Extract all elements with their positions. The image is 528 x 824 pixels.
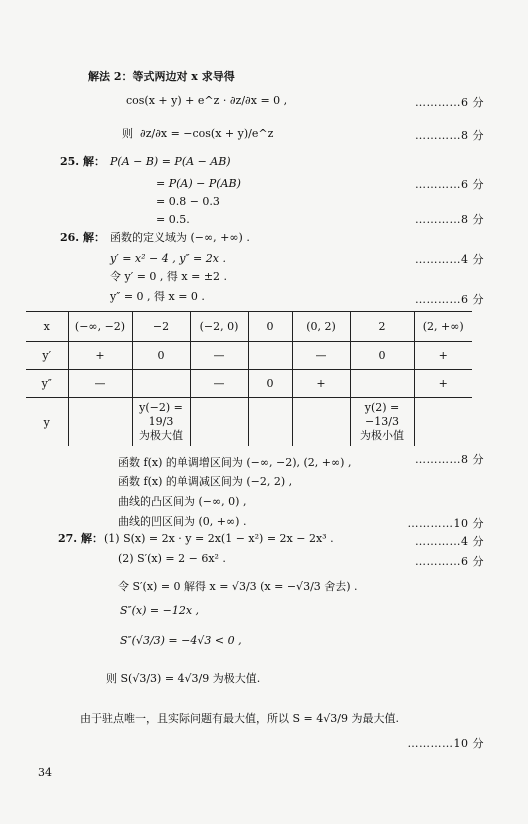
table-cell: x (26, 312, 68, 342)
conclusion-line: 曲线的凹区间为 (0, +∞) . (118, 515, 247, 528)
score-mark: …………4 分 (415, 535, 484, 548)
equation-line: 令 y′ = 0 , 得 x = ±2 . (110, 270, 228, 283)
table-cell: — (190, 370, 248, 398)
equation-line: S″(√3/3) = −4√3 < 0 , (120, 634, 242, 647)
table-cell (292, 398, 350, 447)
table-cell: (−∞, −2) (68, 312, 132, 342)
extremum-value: y(2) = −13/3 (364, 401, 400, 428)
extremum-note: 为极大值 (139, 429, 183, 442)
table-row (26, 370, 472, 398)
table-cell: y″ (26, 370, 68, 398)
score-mark: …………8 分 (415, 129, 484, 142)
table-cell (248, 398, 292, 447)
table-cell: 2 (350, 312, 414, 342)
table-row (26, 312, 472, 342)
conclusion-line: 曲线的凸区间为 (−∞, 0) , (118, 495, 247, 508)
table-cell (414, 398, 472, 447)
table-row (26, 342, 472, 370)
equation-line: 令 S′(x) = 0 解得 x = √3/3 (x = −√3/3 舍去) . (118, 580, 358, 593)
then-label: 则 (122, 127, 133, 140)
conclusion-line: 函数 f(x) 的单调增区间为 (−∞, −2), (2, +∞) , (118, 456, 352, 469)
table-cell: + (414, 370, 472, 398)
equation-line: P(A − B) = P(A − AB) (110, 155, 231, 168)
score-mark: …………6 分 (415, 293, 484, 306)
monotonicity-table (26, 311, 472, 446)
problem-26-label: 26. 解： (60, 231, 105, 244)
table-cell: (2, +∞) (414, 312, 472, 342)
table-cell (248, 342, 292, 370)
table-cell: + (414, 342, 472, 370)
equation-line: = P(A) − P(AB) (156, 177, 241, 190)
equation-line: = 0.8 − 0.3 (156, 195, 220, 208)
problem-25-label: 25. 解： (60, 155, 105, 168)
extremum-value: y(−2) = 19/3 (139, 401, 183, 428)
score-mark: …………6 分 (415, 178, 484, 191)
equation-line: (1) S(x) = 2x · y = 2x(1 − x²) = 2x − 2x³ . (104, 532, 334, 545)
conclusion-line: 函数 f(x) 的单调减区间为 (−2, 2) , (118, 475, 293, 488)
table-cell (350, 398, 414, 447)
page-number: 34 (38, 766, 52, 779)
final-conclusion: 由于驻点唯一，且实际问题有最大值，所以 S = 4√3/9 为最大值. (80, 712, 399, 725)
equation-line: = 0.5. (156, 213, 190, 226)
equation-line: S″(x) = −12x , (120, 604, 200, 617)
score-mark: …………4 分 (415, 253, 484, 266)
score-mark: …………10 分 (407, 517, 484, 530)
table-cell: (0, 2) (292, 312, 350, 342)
score-mark: …………10 分 (407, 737, 484, 750)
equation-line: 函数的定义域为 (−∞, +∞) . (110, 231, 250, 244)
table-cell: y′ (26, 342, 68, 370)
table-cell: y (26, 398, 68, 447)
table-cell: — (292, 342, 350, 370)
table-cell: 0 (248, 312, 292, 342)
equation-line: 则 S(√3/3) = 4√3/9 为极大值. (106, 672, 261, 685)
equation-line (122, 127, 273, 141)
table-cell: — (190, 342, 248, 370)
equation-line: y′ = x² − 4 , y″ = 2x . (110, 252, 226, 265)
table-cell (132, 398, 190, 447)
table-cell: 0 (350, 342, 414, 370)
score-mark: …………8 分 (415, 213, 484, 226)
equation-line: cos(x + y) + e^z · ∂z/∂x = 0 , (126, 94, 288, 107)
table-cell: + (292, 370, 350, 398)
equation-line: (2) S′(x) = 2 − 6x² . (118, 552, 226, 565)
table-cell: −2 (132, 312, 190, 342)
table-cell (68, 398, 132, 447)
table-cell: (−2, 0) (190, 312, 248, 342)
table-cell: 0 (132, 342, 190, 370)
extremum-note: 为极小值 (360, 429, 404, 442)
score-mark: …………6 分 (415, 96, 484, 109)
table-cell (190, 398, 248, 447)
table-cell: + (68, 342, 132, 370)
equation-line: y″ = 0 , 得 x = 0 . (110, 290, 205, 303)
method-heading: 解法 2：等式两边对 x 求导得 (88, 70, 235, 83)
problem-27-label: 27. 解： (58, 532, 103, 545)
table-cell (132, 370, 190, 398)
table-cell: 0 (248, 370, 292, 398)
score-mark: …………8 分 (415, 453, 484, 466)
table-row (26, 398, 472, 447)
table-cell: — (68, 370, 132, 398)
derivative-result: ∂z/∂x = −cos(x + y)/e^z (140, 127, 274, 140)
table-cell (350, 370, 414, 398)
score-mark: …………6 分 (415, 555, 484, 568)
